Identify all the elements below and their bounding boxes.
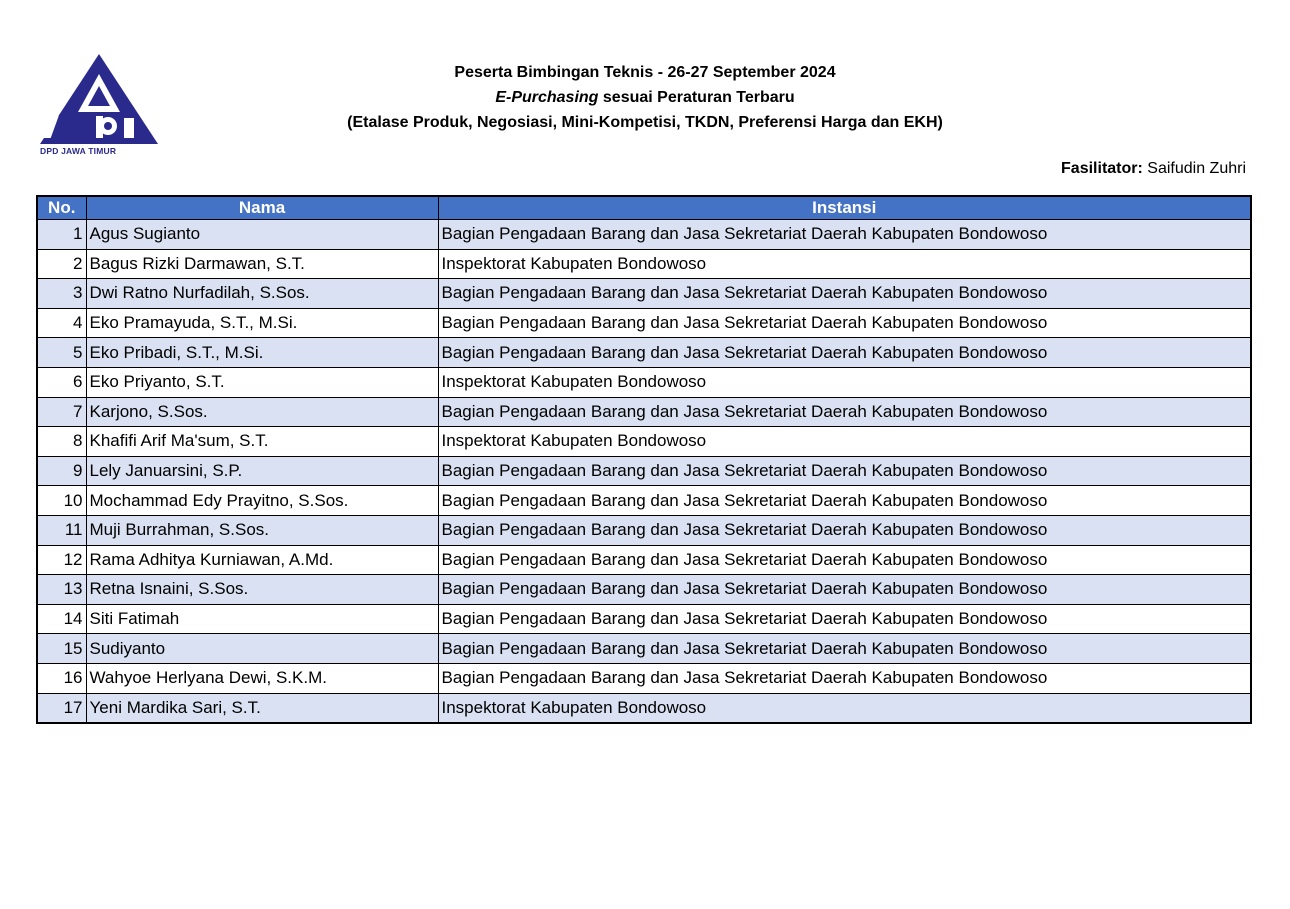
row-number: 6 <box>37 367 86 397</box>
participant-name: Eko Priyanto, S.T. <box>86 367 438 397</box>
title-line-1: Peserta Bimbingan Teknis - 26-27 September 2024 <box>454 64 836 81</box>
table-row <box>37 220 1251 250</box>
table-row <box>37 693 1251 723</box>
participant-name: Dwi Ratno Nurfadilah, S.Sos. <box>86 279 438 309</box>
participant-name: Eko Pramayuda, S.T., M.Si. <box>86 308 438 338</box>
participant-name: Retna Isnaini, S.Sos. <box>86 575 438 605</box>
participant-institution: Inspektorat Kabupaten Bondowoso <box>438 249 1251 279</box>
title-line-3: (Etalase Produk, Negosiasi, Mini-Kompetisi, TKDN, Preferensi Harga dan EKH) <box>347 114 943 131</box>
participant-institution: Inspektorat Kabupaten Bondowoso <box>438 693 1251 723</box>
title-line-2 <box>290 85 1000 110</box>
participant-institution: Bagian Pengadaan Barang dan Jasa Sekretariat Daerah Kabupaten Bondowoso <box>438 663 1251 693</box>
participant-name: Yeni Mardika Sari, S.T. <box>86 693 438 723</box>
row-number: 11 <box>37 515 86 545</box>
participant-name: Siti Fatimah <box>86 604 438 634</box>
row-number: 7 <box>37 397 86 427</box>
participant-name: Wahyoe Herlyana Dewi, S.K.M. <box>86 663 438 693</box>
row-number: 13 <box>37 575 86 605</box>
participant-institution: Bagian Pengadaan Barang dan Jasa Sekretariat Daerah Kabupaten Bondowoso <box>438 604 1251 634</box>
title-emphasis: E-Purchasing <box>495 89 599 106</box>
table-row <box>37 486 1251 516</box>
logo-caption: DPD JAWA TIMUR <box>40 146 117 156</box>
participant-name: Rama Adhitya Kurniawan, A.Md. <box>86 545 438 575</box>
participant-institution: Inspektorat Kabupaten Bondowoso <box>438 367 1251 397</box>
table-row <box>37 604 1251 634</box>
participant-name: Muji Burrahman, S.Sos. <box>86 515 438 545</box>
table-row <box>37 515 1251 545</box>
participant-institution: Bagian Pengadaan Barang dan Jasa Sekretariat Daerah Kabupaten Bondowoso <box>438 397 1251 427</box>
participant-institution: Bagian Pengadaan Barang dan Jasa Sekretariat Daerah Kabupaten Bondowoso <box>438 220 1251 250</box>
title-line-2-rest: sesuai Peraturan Terbaru <box>598 89 795 106</box>
facilitator-label: Fasilitator: <box>1061 160 1143 177</box>
row-number: 3 <box>37 279 86 309</box>
participant-institution: Bagian Pengadaan Barang dan Jasa Sekretariat Daerah Kabupaten Bondowoso <box>438 515 1251 545</box>
api-logo-icon <box>38 52 160 152</box>
participant-institution: Bagian Pengadaan Barang dan Jasa Sekretariat Daerah Kabupaten Bondowoso <box>438 545 1251 575</box>
row-number: 17 <box>37 693 86 723</box>
table-row <box>37 308 1251 338</box>
table-row <box>37 249 1251 279</box>
participant-institution: Bagian Pengadaan Barang dan Jasa Sekretariat Daerah Kabupaten Bondowoso <box>438 279 1251 309</box>
row-number: 14 <box>37 604 86 634</box>
column-header-nama: Nama <box>86 196 438 220</box>
participant-name: Sudiyanto <box>86 634 438 664</box>
row-number: 16 <box>37 663 86 693</box>
row-number: 4 <box>37 308 86 338</box>
row-number: 1 <box>37 220 86 250</box>
row-number: 9 <box>37 456 86 486</box>
row-number: 2 <box>37 249 86 279</box>
participant-name: Bagus Rizki Darmawan, S.T. <box>86 249 438 279</box>
participant-name: Lely Januarsini, S.P. <box>86 456 438 486</box>
column-header-instansi: Instansi <box>438 196 1251 220</box>
table-row <box>37 367 1251 397</box>
table-row <box>37 397 1251 427</box>
participant-table <box>36 195 1252 724</box>
participant-name: Agus Sugianto <box>86 220 438 250</box>
table-row <box>37 545 1251 575</box>
participant-institution: Bagian Pengadaan Barang dan Jasa Sekretariat Daerah Kabupaten Bondowoso <box>438 456 1251 486</box>
row-number: 5 <box>37 338 86 368</box>
participant-institution: Inspektorat Kabupaten Bondowoso <box>438 427 1251 457</box>
row-number: 10 <box>37 486 86 516</box>
participant-name: Mochammad Edy Prayitno, S.Sos. <box>86 486 438 516</box>
facilitator-name: Saifudin Zuhri <box>1142 160 1246 177</box>
participant-institution: Bagian Pengadaan Barang dan Jasa Sekretariat Daerah Kabupaten Bondowoso <box>438 486 1251 516</box>
column-header-no: No. <box>37 196 86 220</box>
participant-name: Khafifi Arif Ma'sum, S.T. <box>86 427 438 457</box>
table-header-row <box>37 196 1251 220</box>
table-row <box>37 279 1251 309</box>
row-number: 8 <box>37 427 86 457</box>
participant-institution: Bagian Pengadaan Barang dan Jasa Sekretariat Daerah Kabupaten Bondowoso <box>438 575 1251 605</box>
participant-institution: Bagian Pengadaan Barang dan Jasa Sekretariat Daerah Kabupaten Bondowoso <box>438 338 1251 368</box>
table-row <box>37 338 1251 368</box>
table-row <box>37 427 1251 457</box>
table-row <box>37 575 1251 605</box>
api-logo <box>38 52 160 156</box>
participant-name: Karjono, S.Sos. <box>86 397 438 427</box>
table-row <box>37 663 1251 693</box>
table-row <box>37 456 1251 486</box>
participant-institution: Bagian Pengadaan Barang dan Jasa Sekretariat Daerah Kabupaten Bondowoso <box>438 308 1251 338</box>
facilitator <box>1061 160 1246 178</box>
document-title <box>290 60 1000 135</box>
row-number: 12 <box>37 545 86 575</box>
participant-institution: Bagian Pengadaan Barang dan Jasa Sekretariat Daerah Kabupaten Bondowoso <box>438 634 1251 664</box>
row-number: 15 <box>37 634 86 664</box>
participant-name: Eko Pribadi, S.T., M.Si. <box>86 338 438 368</box>
table-row <box>37 634 1251 664</box>
